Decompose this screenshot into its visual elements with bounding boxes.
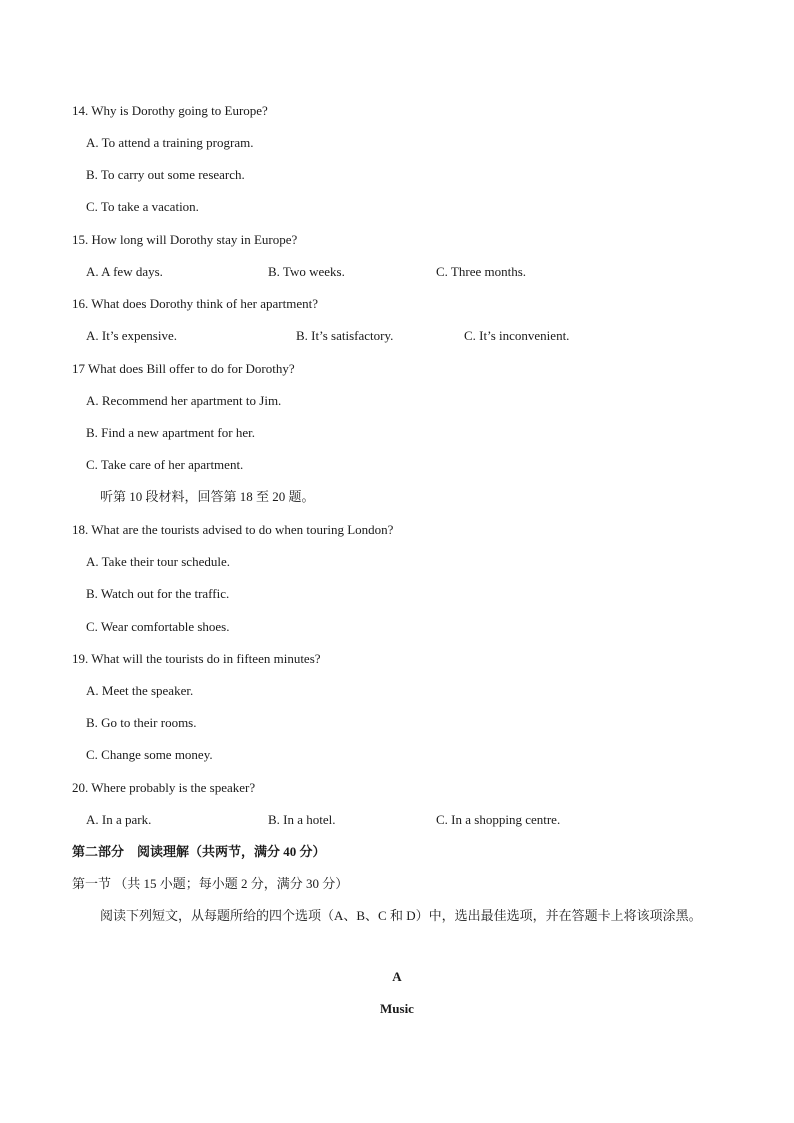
question-17-option-c: C. Take care of her apartment.	[86, 457, 244, 472]
question-18-option-b: B. Watch out for the traffic.	[86, 586, 230, 601]
question-15-option-b: B. Two weeks.	[268, 264, 345, 279]
question-20-stem: 20. Where probably is the speaker?	[72, 780, 256, 795]
question-20-option-c: C. In a shopping centre.	[436, 812, 561, 827]
question-15-stem: 15. How long will Dorothy stay in Europe?	[72, 232, 298, 247]
question-14-stem: 14. Why is Dorothy going to Europe?	[72, 103, 268, 118]
question-16-stem: 16. What does Dorothy think of her apartment?	[72, 296, 318, 311]
question-14-option-c: C. To take a vacation.	[86, 199, 199, 214]
question-14-option-b: B. To carry out some research.	[86, 167, 245, 182]
question-19-option-c: C. Change some money.	[86, 747, 213, 762]
question-17-option-a: A. Recommend her apartment to Jim.	[86, 393, 282, 408]
question-18-option-a: A. Take their tour schedule.	[86, 554, 230, 569]
question-15-option-a: A. A few days.	[86, 264, 163, 279]
question-16-option-c: C. It’s inconvenient.	[464, 328, 570, 343]
passage-letter: A	[392, 969, 402, 984]
question-19-stem: 19. What will the tourists do in fifteen minutes?	[72, 651, 321, 666]
question-19-option-a: A. Meet the speaker.	[86, 683, 194, 698]
question-18-stem: 18. What are the tourists advised to do when touring London?	[72, 522, 394, 537]
passage-title: Music	[380, 1001, 414, 1016]
question-18-option-c: C. Wear comfortable shoes.	[86, 619, 230, 634]
question-16-option-b: B. It’s satisfactory.	[296, 328, 394, 343]
question-15-option-c: C. Three months.	[436, 264, 527, 279]
listening-section-note: 听第 10 段材料，回答第 18 至 20 题。	[100, 489, 315, 504]
question-19-option-b: B. Go to their rooms.	[86, 715, 197, 730]
question-20-option-b: B. In a hotel.	[268, 812, 336, 827]
part-heading: 第二部分 阅读理解（共两节，满分 40 分）	[72, 844, 326, 859]
section-heading: 第一节 （共 15 小题；每小题 2 分，满分 30 分）	[72, 876, 349, 891]
question-20-option-a: A. In a park.	[86, 812, 152, 827]
reading-instruction: 阅读下列短文，从每题所给的四个选项（A、B、C 和 D）中，选出最佳选项，并在答题卡上将该项涂黑。	[100, 908, 702, 923]
question-14-option-a: A. To attend a training program.	[86, 135, 254, 150]
question-17-option-b: B. Find a new apartment for her.	[86, 425, 255, 440]
question-17-stem: 17 What does Bill offer to do for Dorothy?	[72, 361, 295, 376]
question-16-option-a: A. It’s expensive.	[86, 328, 177, 343]
